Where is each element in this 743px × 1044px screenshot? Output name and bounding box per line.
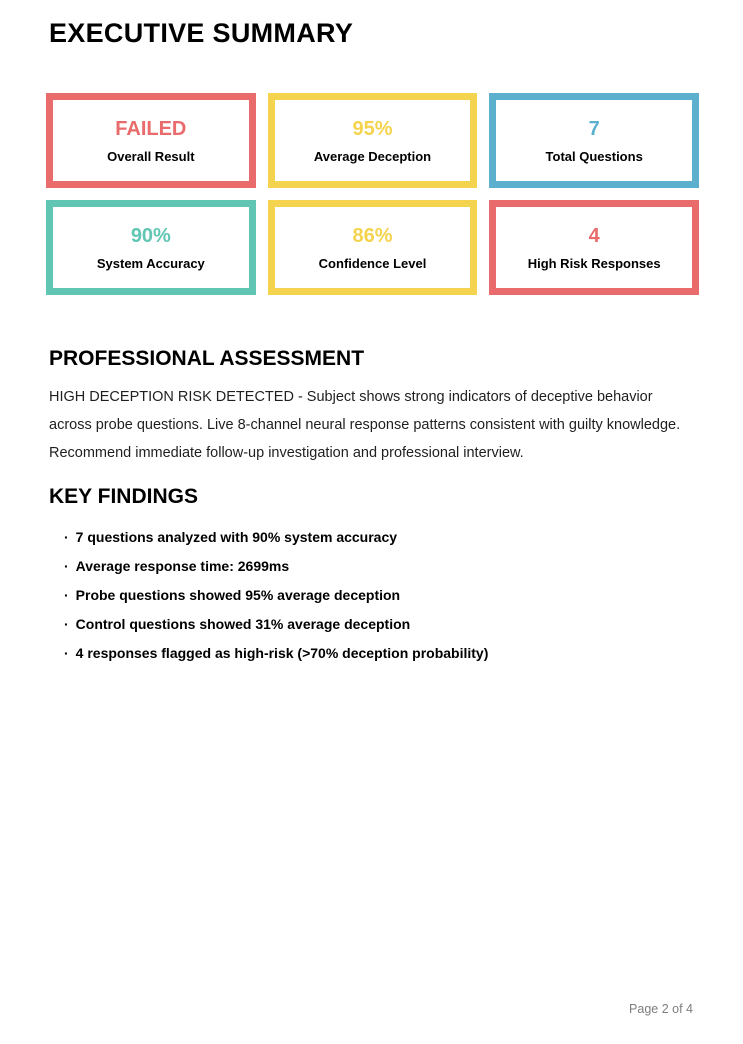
stat-label: Confidence Level [318,255,427,271]
finding-item [64,645,699,661]
finding-item [64,529,699,545]
stat-value: 86% [352,224,393,247]
stat-card-high-risk-responses [489,200,699,295]
finding-text: Control questions showed 31% average deception [75,616,411,632]
stat-label: Average Deception [313,148,432,164]
stat-label: Overall Result [107,148,195,164]
finding-text: Probe questions showed 95% average deception [75,587,401,603]
bullet-icon: · [64,558,69,574]
finding-text: Average response time: 2699ms [75,558,290,574]
bullet-icon: · [64,616,69,632]
bullet-icon: · [64,645,69,661]
assessment-body-text: HIGH DECEPTION RISK DETECTED - Subject shows strong indicators of deceptive behavior across probe questions. Live 8-channel neural response patterns consistent with guilty knowledge. Recommend immediate follow-up investigation and professional interview. [49,389,681,461]
stat-card-total-questions [489,93,699,188]
key-findings-list [49,529,699,661]
finding-item [64,616,699,632]
page-number: Page 2 of 4 [629,1002,693,1016]
stat-label: System Accuracy [96,255,205,271]
stat-value: 90% [130,224,171,247]
finding-item [64,587,699,603]
finding-text: 7 questions analyzed with 90% system accuracy [75,529,398,545]
stat-card-confidence-level [268,200,478,295]
professional-assessment-section [49,347,699,467]
bullet-icon: · [64,587,69,603]
stat-card-system-accuracy [46,200,256,295]
key-findings-heading: KEY FINDINGS [49,485,198,508]
stat-value: 95% [352,117,393,140]
stat-value: FAILED [115,117,187,140]
finding-item [64,558,699,574]
stat-label: High Risk Responses [527,255,661,271]
key-findings-section [49,485,699,661]
bullet-icon: · [64,529,69,545]
stat-value: 4 [588,224,600,247]
page-title: EXECUTIVE SUMMARY [49,18,354,48]
professional-assessment-heading: PROFESSIONAL ASSESSMENT [49,347,365,370]
stat-value: 7 [588,117,600,140]
stat-label: Total Questions [545,148,643,164]
stat-card-overall-result [46,93,256,188]
stat-card-average-deception [268,93,478,188]
finding-text: 4 responses flagged as high-risk (>70% deception probability) [75,645,489,661]
stat-card-grid [46,93,699,295]
